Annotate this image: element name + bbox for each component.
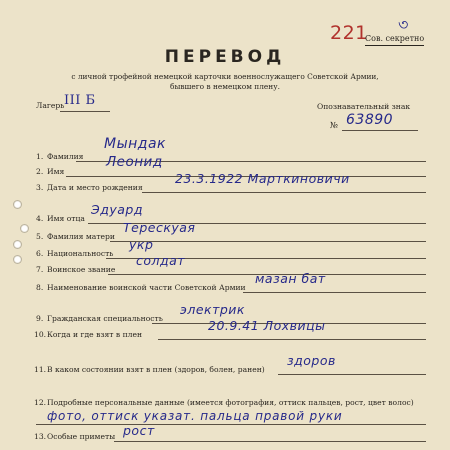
field-13-label: Особые приметы (47, 432, 116, 441)
field-7-label: Воинское звание (47, 265, 116, 274)
field-8-line (243, 292, 426, 293)
page-title: ПЕРЕВОД (164, 47, 286, 67)
camp-value: III Б (64, 93, 96, 108)
camp-label: Лагерь (36, 101, 65, 110)
field-2-label: Имя (47, 167, 65, 176)
punch-hole (13, 255, 22, 264)
field-12-number: 12. (34, 398, 47, 407)
punch-hole (20, 224, 29, 233)
field-1-label: Фамилия (47, 152, 84, 161)
tag-label: Опознавательный знак (317, 102, 411, 111)
tag-number-prefix: № (330, 121, 339, 131)
field-13-number: 13. (34, 432, 47, 441)
field-9-value: электрик (180, 302, 245, 317)
field-5-line (110, 241, 426, 242)
field-4-number: 4. (36, 214, 44, 223)
tag-number-value: 63890 (346, 112, 394, 128)
field-9-number: 9. (36, 314, 44, 323)
field-11-line (278, 374, 426, 375)
field-5-label: Фамилия матери (47, 232, 115, 241)
field-5-value: Терескуая (123, 220, 196, 235)
subtitle-line-1: с личной трофейной немецкой карточки военнослужащего Советской Армии, (71, 72, 379, 81)
field-1-number: 1. (36, 152, 44, 161)
field-6-number: 6. (36, 249, 44, 258)
field-4-label: Имя отца (47, 214, 85, 223)
field-2-value: Леонид (106, 154, 163, 170)
field-13-line (114, 441, 426, 442)
field-3-number: 3. (36, 183, 44, 192)
subtitle-line-2: бывшего в немецком плену. (170, 82, 280, 91)
punch-hole (13, 200, 22, 209)
field-7-number: 7. (36, 265, 44, 274)
field-6-label: Национальность (47, 249, 114, 258)
field-10-value: 20.9.41 Лохвицы (208, 318, 326, 333)
field-8-number: 8. (36, 283, 44, 292)
field-6-value: укр (129, 237, 154, 252)
field-8-label: Наименование воинской части Советской Армии (47, 283, 246, 292)
tag-underline (342, 130, 418, 131)
field-9-label: Гражданская специальность (47, 314, 163, 323)
field-1-value: Мындак (104, 136, 167, 152)
field-10-label: Когда и где взят в плен (47, 330, 143, 339)
field-11-value: здоров (287, 353, 336, 368)
classification-mark: Сов. секретно (365, 34, 424, 43)
field-11-number: 11. (34, 365, 47, 374)
handwritten-document-number: 221 (330, 22, 368, 44)
field-12-label: Подробные персональные данные (имеется фотография, оттиск пальцев, рост, цвет волос) (47, 398, 414, 407)
field-10-number: 10. (34, 330, 47, 339)
field-12-line (36, 424, 426, 425)
field-3-line (142, 192, 426, 193)
field-11-label: В каком состоянии взят в плен (здоров, болен, ранен) (47, 365, 265, 374)
field-10-line (158, 339, 426, 340)
field-4-value: Эдуард (91, 202, 144, 217)
field-13-value: рост (123, 423, 155, 438)
field-3-label: Дата и место рождения (47, 183, 143, 192)
field-12-value: фото, оттиск указат. пальца правой руки (47, 409, 343, 423)
field-2-number: 2. (36, 167, 44, 176)
handwritten-check-mark: ৩ (398, 15, 409, 34)
field-8-value: мазан бат (255, 271, 326, 286)
camp-underline (60, 111, 110, 112)
punch-hole (13, 240, 22, 249)
field-7-value: солдат (136, 253, 186, 268)
field-3-value: 23.3.1922 Марткиновичи (175, 171, 350, 186)
field-5-number: 5. (36, 232, 44, 241)
